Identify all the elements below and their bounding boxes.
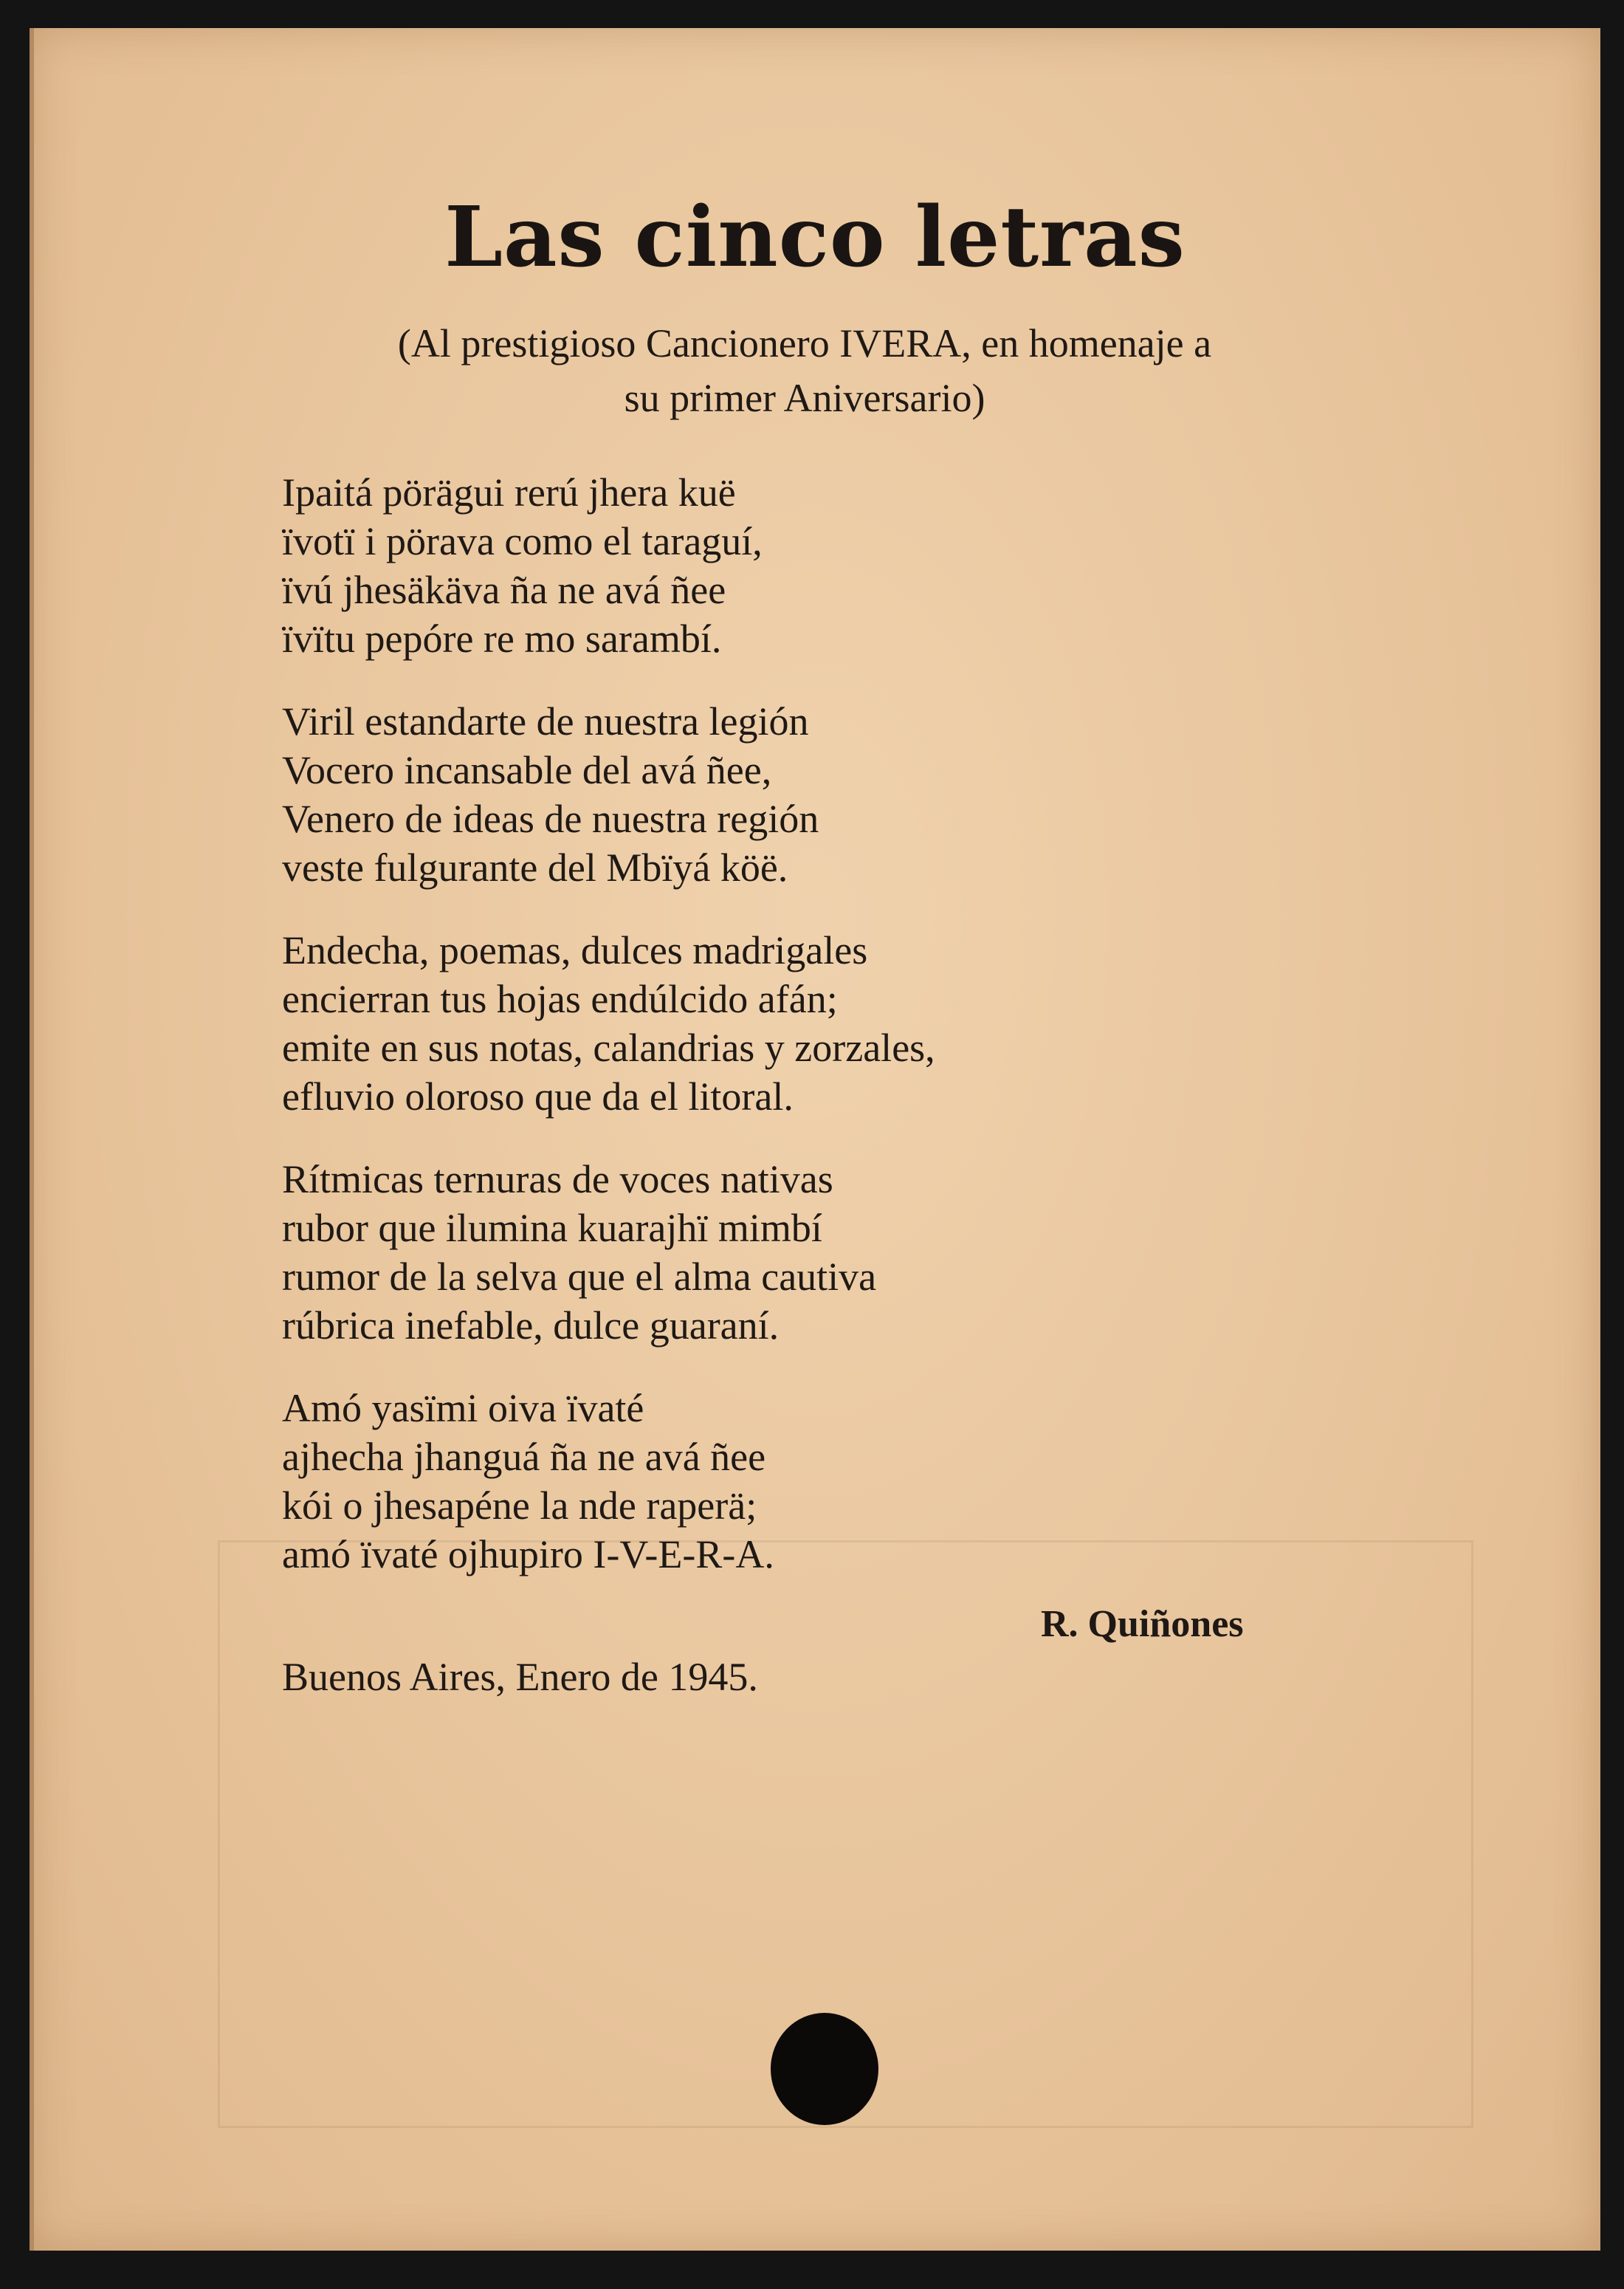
poem-line: Viril estandarte de nuestra legión (282, 699, 809, 744)
poem-line: veste fulgurante del Mbïyá köë. (282, 845, 788, 890)
stanza-4 (282, 1155, 1242, 1350)
stanza-1 (282, 468, 1242, 663)
poem-body (282, 468, 1242, 1613)
poem-line: rúbrica inefable, dulce guaraní. (282, 1303, 780, 1348)
dedication-line: (Al prestigioso Cancionero IVERA, en homenaje a (397, 321, 1212, 366)
poem-line: Endecha, poemas, dulces madrigales (282, 928, 868, 972)
poem-line: ïvú jhesäkäva ña ne avá ñee (282, 568, 726, 612)
stanza-5 (282, 1384, 1242, 1579)
author-signature: R. Quiñones (1041, 1603, 1244, 1645)
poem-line: ïvotï i pörava como el taraguí, (282, 519, 763, 563)
poem-line: emite en sus notas, calandrias y zorzales, (282, 1026, 935, 1070)
poem-line: Vocero incansable del avá ñee, (282, 748, 772, 792)
page-spine-edge (30, 28, 34, 2251)
stanza-3 (282, 926, 1242, 1121)
poem-line: Venero de ideas de nuestra región (282, 797, 819, 841)
poem-line: amó ïvaté ojhupiro I-V-E-R-A. (282, 1532, 774, 1576)
poem-line: Ipaitá pörägui rerú jhera kuë (282, 470, 736, 515)
poem-line: ïvïtu pepóre re mo sarambí. (282, 617, 722, 661)
place-and-date: Buenos Aires, Enero de 1945. (282, 1655, 758, 1699)
book-page (30, 28, 1600, 2251)
poem-line: Amó yasïmi oiva ïvaté (282, 1386, 644, 1430)
poem-line: Rítmicas ternuras de voces nativas (282, 1157, 833, 1201)
dedication-line: su primer Aniversario) (624, 376, 985, 420)
stanza-2 (282, 697, 1242, 892)
dedication (273, 316, 1336, 425)
poem-line: efluvio oloroso que da el litoral. (282, 1074, 794, 1119)
poem-line: encierran tus hojas endúlcido afán; (282, 977, 838, 1021)
poem-line: rubor que ilumina kuarajhï mimbí (282, 1206, 822, 1250)
poem-line: kói o jhesapéne la nde raperä; (282, 1483, 757, 1528)
poem-line: ajhecha jhanguá ña ne avá ñee (282, 1435, 766, 1479)
punch-hole (771, 2013, 878, 2125)
poem-line: rumor de la selva que el alma cautiva (282, 1255, 877, 1299)
poem-title: Las cinco letras (444, 189, 1186, 286)
